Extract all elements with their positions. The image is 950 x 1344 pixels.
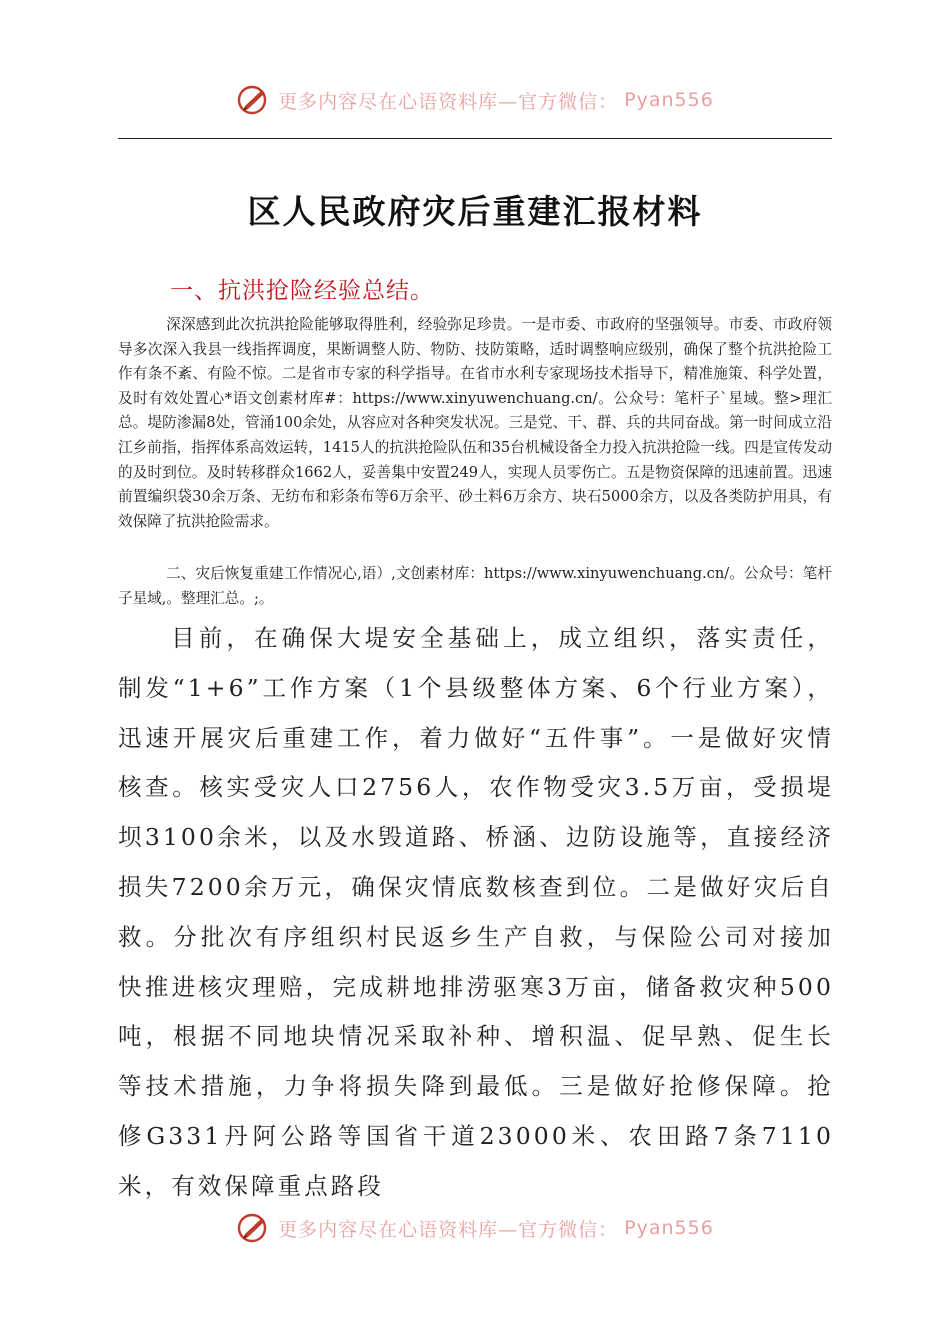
paragraph-2 xyxy=(118,562,832,611)
paragraph-3 xyxy=(118,614,834,1212)
header-banner-id: Pyan556 xyxy=(624,89,714,111)
paragraph-1 xyxy=(118,313,832,534)
footer-banner-text: 更多内容尽在心语资料库—官方微信： xyxy=(278,1218,619,1241)
footer-banner xyxy=(0,1210,950,1246)
header-banner-text: 更多内容尽在心语资料库—官方微信： xyxy=(278,90,619,113)
paragraph-2-text: 二、灾后恢复重建工作情况心,语）,文创素材库：https://www.xinyuwenchuang.cn/。公众号：笔杆子星域,。整理汇总。;。 xyxy=(118,565,832,607)
paragraph-3-text: 目前，在确保大堤安全基础上，成立组织，落实责任，制发“1+6”工作方案（1个县级整体方案、6个行业方案），迅速开展灾后重建工作，着力做好“五件事”。一是做好灾情核查。核实受灾人口2756人，农作物受灾3.5万亩，受损堤坝3100余米，以及水毁道路、桥涵、边防设施等，直接经济损失7200余万元，确保灾情底数核查到位。二是做好灾后自救。分批次有序组织村民返乡生产自救，与保险公司对接加快推进核灾理赔，完成耕地排涝驱寒3万亩，储备救灾种500吨，根据不同地块情况采取补种、增积温、促早熟、促生长等技术措施，力争将损失降到最低。三是做好抢修保障。抢修G331丹阿公路等国省干道23000米、农田路7条7110米，有效保障重点路段 xyxy=(118,624,834,1200)
header-banner xyxy=(0,82,950,118)
pen-logo-icon xyxy=(236,82,272,118)
header-rule xyxy=(118,138,832,139)
pen-logo-icon xyxy=(236,1210,272,1246)
document-title: 区人民政府灾后重建汇报材料 xyxy=(247,192,703,231)
footer-banner-id: Pyan556 xyxy=(624,1217,714,1239)
paragraph-1-text: 深深感到此次抗洪抢险能够取得胜利，经验弥足珍贵。一是市委、市政府的坚强领导。市委、市政府领导多次深入我县一线指挥调度，果断调整人防、物防、技防策略，适时调整响应级别，确保了整个抗洪抢险工作有条不紊、有险不惊。二是省市专家的科学指导。在省市水利专家现场技术指导下，精准施策、科学处置，及时有效处置心*语文创素材库#：https://www.xinyuwenchuang.cn/。公众号：笔杆子`星域。整>理汇总。堤防渗漏8处，管涌100余处，从容应对各种突发状况。三是党、干、群、兵的共同奋战。第一时间成立沿江乡前指，指挥体系高效运转，1415人的抗洪抢险队伍和35台机械设备全力投入抗洪抢险一线。四是宣传发动的及时到位。及时转移群众1662人，妥善集中安置249人，实现人员零伤亡。五是物资保障的迅速前置。迅速前置编织袋30余万条、无纺布和彩条布等6万余平、砂土料6万余方、块石5000余方，以及各类防护用具，有效保障了抗洪抢险需求。 xyxy=(118,316,832,530)
section1-heading: 一、抗洪抢险经验总结。 xyxy=(170,278,434,304)
